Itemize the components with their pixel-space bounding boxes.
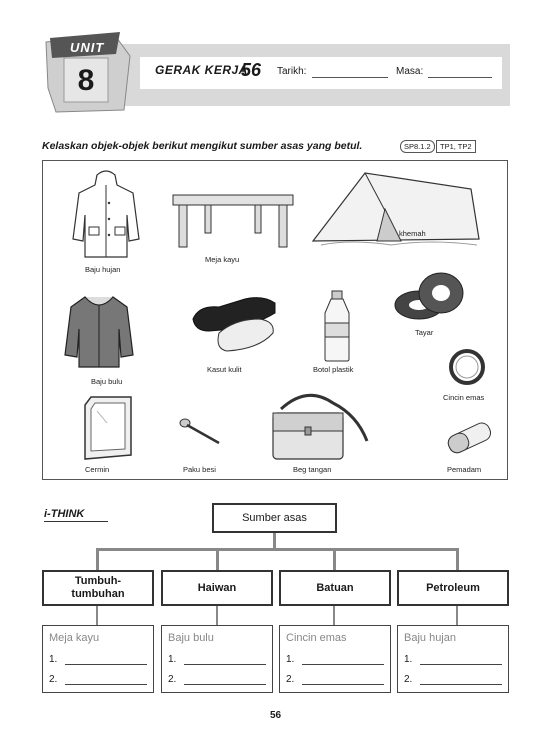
tree-connector [456, 606, 458, 625]
date-field[interactable] [312, 77, 388, 78]
date-label: Tarikh: [277, 66, 307, 77]
tree-connector [216, 606, 218, 625]
worksheet-title: GERAK KERJA [155, 63, 248, 77]
fur-jacket-icon [63, 291, 135, 371]
table-icon [171, 191, 295, 249]
unit-number: 8 [77, 64, 95, 97]
root-node: Sumber asas [212, 503, 337, 533]
answer-box-petroleum [397, 625, 509, 693]
answer-line[interactable] [420, 684, 502, 685]
nail-icon [179, 417, 223, 447]
tree-connector [333, 606, 335, 625]
time-field[interactable] [428, 77, 492, 78]
sp-badge: SP8.1.2 [400, 140, 435, 153]
answer-line[interactable] [65, 664, 147, 665]
answer-line[interactable] [302, 664, 384, 665]
category-petroleum: Petroleum [397, 570, 509, 606]
object-label: Cermin [85, 465, 110, 474]
answer-number: 1. [404, 654, 413, 665]
object-label: Pemadam [447, 465, 482, 474]
tent-icon [311, 169, 481, 247]
tyre-icon [389, 271, 467, 327]
tree-connector [216, 548, 219, 570]
answer-example: Meja kayu [49, 632, 100, 644]
answer-number: 1. [168, 654, 177, 665]
category-batuan: Batuan [279, 570, 391, 606]
answer-number: 1. [49, 654, 58, 665]
answer-number: 2. [286, 674, 295, 685]
answer-number: 1. [286, 654, 295, 665]
answer-line[interactable] [420, 664, 502, 665]
tree-connector [333, 548, 336, 570]
category-haiwan: Haiwan [161, 570, 273, 606]
object-label: Cincin emas [443, 393, 485, 402]
object-label: Tayar [415, 328, 434, 337]
objects-panel [42, 160, 508, 480]
handbag-icon [267, 389, 371, 463]
tree-connector [96, 548, 99, 570]
answer-line[interactable] [184, 684, 266, 685]
time-label: Masa: [396, 66, 424, 77]
answer-line[interactable] [302, 684, 384, 685]
ithink-label: i-THINK [44, 508, 85, 520]
gold-ring-icon [445, 345, 489, 389]
answer-number: 2. [49, 674, 58, 685]
answer-box-haiwan [161, 625, 273, 693]
eraser-icon [443, 419, 495, 455]
plastic-bottle-icon [319, 289, 355, 363]
answer-number: 2. [168, 674, 177, 685]
mirror-icon [79, 393, 137, 461]
object-label: khemah [399, 229, 426, 238]
leather-shoes-icon [189, 289, 279, 353]
category-tumbuhan: Tumbuh- tumbuhan [42, 570, 154, 606]
object-label: Beg tangan [293, 465, 332, 474]
object-label: Baju hujan [85, 265, 121, 274]
raincoat-icon [71, 169, 141, 261]
tree-connector [456, 548, 459, 570]
object-label: Paku besi [183, 465, 216, 474]
tp-badge: TP1, TP2 [436, 140, 476, 153]
tree-connector [96, 606, 98, 625]
answer-example: Baju bulu [168, 632, 214, 644]
answer-box-batuan [279, 625, 391, 693]
answer-box-tumbuhan [42, 625, 154, 693]
tree-connector [96, 548, 458, 551]
page-number: 56 [269, 710, 282, 721]
answer-number: 2. [404, 674, 413, 685]
object-label: Botol plastik [313, 365, 354, 374]
answer-example: Cincin emas [286, 632, 347, 644]
worksheet-number: 56 [241, 60, 262, 80]
object-label: Kasut kulit [207, 365, 242, 374]
object-label: Baju bulu [91, 377, 123, 386]
ithink-underline [44, 521, 108, 522]
answer-line[interactable] [184, 664, 266, 665]
instruction-text: Kelaskan objek-objek berikut mengikut sumber asas yang betul. [42, 140, 363, 152]
answer-line[interactable] [65, 684, 147, 685]
answer-example: Baju hujan [404, 632, 456, 644]
unit-label: UNIT [70, 40, 105, 55]
object-label: Meja kayu [205, 255, 240, 264]
